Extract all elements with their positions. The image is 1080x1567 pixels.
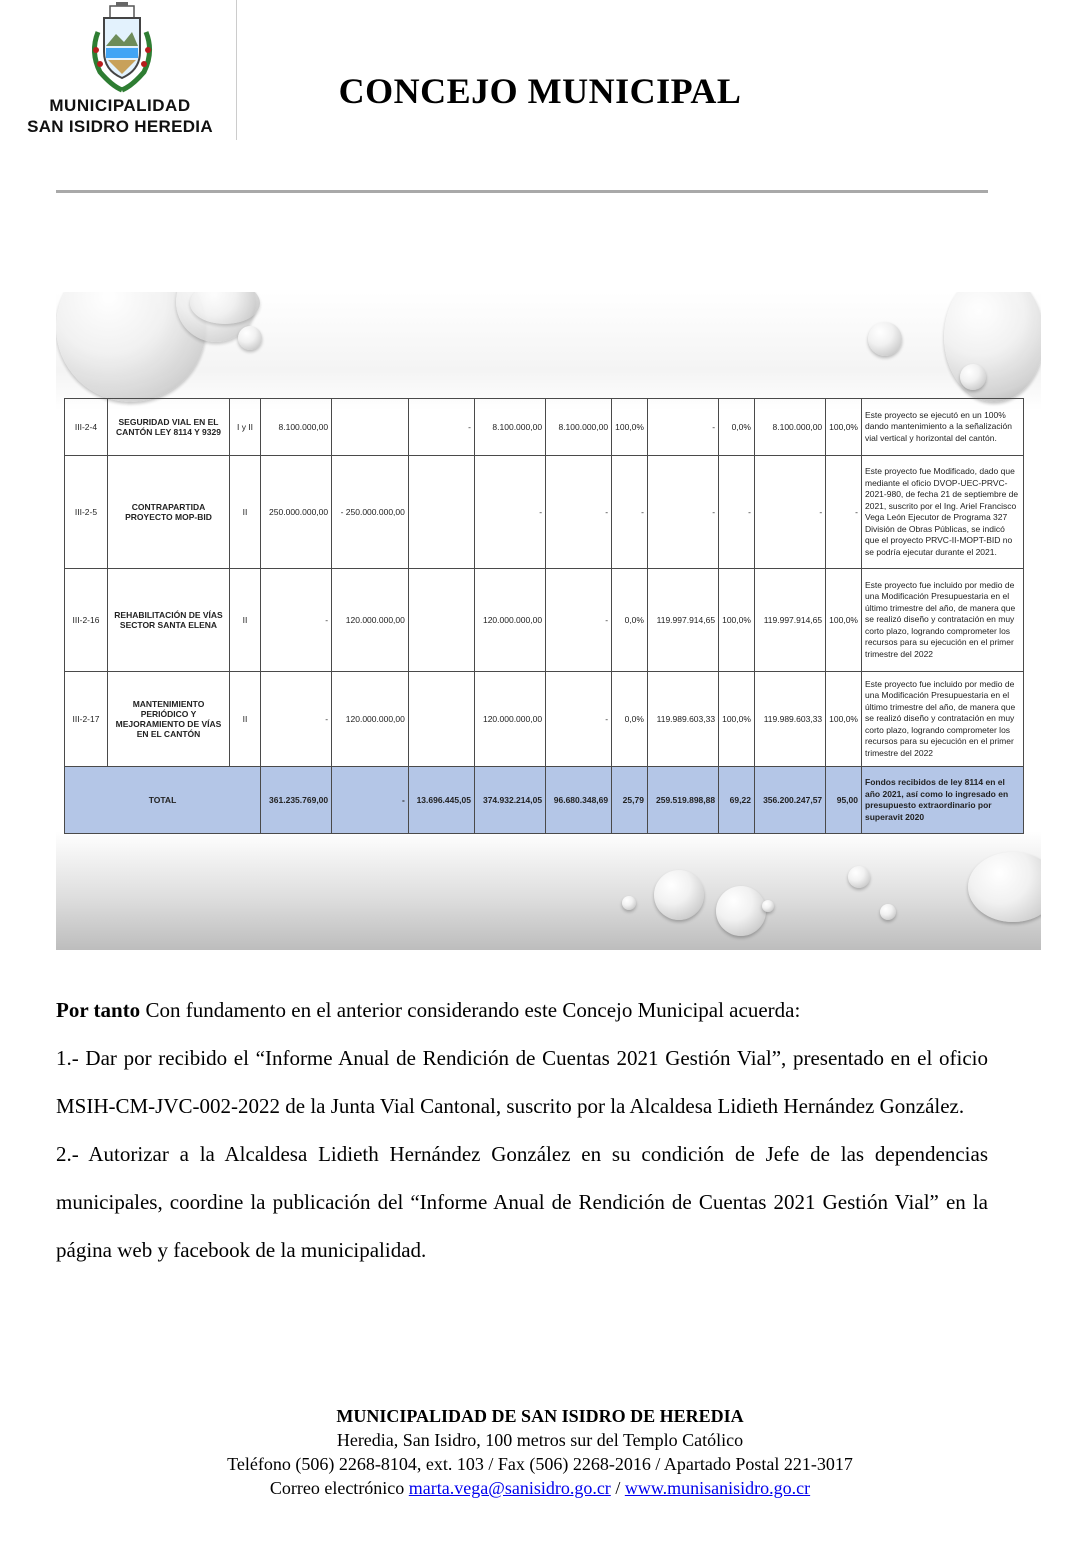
cell-total-modification: - [332,767,409,834]
cell-row-code: III-2-4 [65,399,108,456]
cell-committed-pct: 100,0% [719,672,755,767]
footer-phone: Teléfono (506) 2268-8104, ext. 103 / Fax (506) 2268-2016 / Apartado Postal 221-3017 [227,1454,853,1474]
cell-row-type: II [230,672,261,767]
logo-name-line2: SAN ISIDRO HEREDIA [27,117,213,136]
table-row [65,456,1024,569]
water-drop-decoration [654,870,704,920]
embedded-slide [56,292,1041,950]
cell-total-liquidation: 13.696.445,05 [408,767,474,834]
footer-address: Heredia, San Isidro, 100 metros sur del Templo Católico [336,1430,744,1450]
intro-text: Con fundamento en el anterior considerando este Concejo Municipal acuerda: [140,998,801,1022]
logo-name-line1: MUNICIPALIDAD [49,96,191,115]
cell-executed-pct: 0,0% [612,569,648,672]
water-drop-decoration [868,322,902,356]
cell-executed-pct: 0,0% [612,672,648,767]
cell-total-pct: 100,0% [826,569,862,672]
cell-row-type: II [230,456,261,569]
cell-initial-budget: 8.100.000,00 [261,399,332,456]
cell-total-pct: 100,0% [826,399,862,456]
cell-row-name: SEGURIDAD VIAL EN EL CANTÓN LEY 8114 Y 9329 [108,399,230,456]
cell-modification [332,399,409,456]
footer-separator: / [610,1478,625,1498]
table-row [65,569,1024,672]
water-drop-decoration [880,904,896,920]
cell-total-final-budget: 374.932.214,05 [474,767,545,834]
cell-total-label: TOTAL [65,767,261,834]
cell-executed-pct: - [612,456,648,569]
cell-row-type: I y II [230,399,261,456]
water-drop-decoration [238,326,262,350]
cell-total-initial-budget: 361.235.769,00 [261,767,332,834]
cell-row-name: MANTENIMIENTO PERIÓDICO Y MEJORAMIENTO DE VÍAS EN EL CANTÓN [108,672,230,767]
por-tanto-label: Por tanto [56,998,141,1022]
water-drop-decoration [716,886,766,936]
agreement-item-1: 1.- Dar por recibido el “Informe Anual de Rendición de Cuentas 2021 Gestión Vial”, presentado en el oficio MSIH-CM-JVC-002-2022 de la Junta Vial Cantonal, suscrito por la Alcaldesa Lidieth Hernández González. [56,1046,988,1118]
cell-final-budget: - [474,456,545,569]
cell-final-budget: 8.100.000,00 [474,399,545,456]
cell-total-executed: - [754,456,825,569]
cell-modification: - 250.000.000,00 [332,456,409,569]
cell-total-observation: Fondos recibidos de ley 8114 en el año 2021, así como lo ingresado en presupuesto extraordinario por superavit 2020 [862,767,1024,834]
cell-total-executed: 96.680.348,69 [546,767,612,834]
cell-total-total-executed: 356.200.247,57 [754,767,825,834]
agreement-item-2: 2.- Autorizar a la Alcaldesa Lidieth Hernández González en su condición de Jefe de las dependencias municipales, coordine la publicación del “Informe Anual de Rendición de Cuentas 2021 Gestión Vial” en la página web y facebook de la municipalidad. [56,1142,988,1262]
cell-executed-pct: 100,0% [612,399,648,456]
cell-total-executed: 119.997.914,65 [754,569,825,672]
cell-liquidation [408,569,474,672]
water-drop-decoration [622,896,636,910]
table-row [65,672,1024,767]
water-drop-decoration [968,852,1041,922]
cell-row-name: CONTRAPARTIDA PROYECTO MOP-BID [108,456,230,569]
cell-observation: Este proyecto fue incluido por medio de una Modificación Presupuestaria en el último trimestre del año, de manera que se realizó diseño y contratación en muy corto plazo, logrando comprometer los recursos para su ejecución en el primer trimestre del 2022 [862,672,1024,767]
cell-total-total-pct: 95,00 [826,767,862,834]
cell-initial-budget: - [261,569,332,672]
municipal-logo [4,0,237,140]
intro-paragraph [56,986,988,1034]
cell-row-code: III-2-5 [65,456,108,569]
cell-modification: 120.000.000,00 [332,672,409,767]
water-drop-decoration [944,292,1041,402]
cell-liquidation [408,456,474,569]
cell-modification: 120.000.000,00 [332,569,409,672]
cell-committed: 119.997.914,65 [647,569,718,672]
cell-observation: Este proyecto fue Modificado, dado que mediante el oficio DVOP-UEC-PRVC-2021-980, de fecha 21 de septiembre de 2021, suscrito por el Ing. Ariel Francisco Vega León Ejecutor de Programa 327 División de Obras Públicas, se indicó que el proyecto PRVC-II-MOPT-BID no se podría ejecutar durante el 2021. [862,456,1024,569]
cell-committed-pct: 100,0% [719,569,755,672]
cell-total-pct: 100,0% [826,672,862,767]
water-drop-decoration [848,866,870,888]
cell-total-executed-pct: 25,79 [612,767,648,834]
page-footer [0,1404,1080,1500]
cell-committed-pct: - [719,456,755,569]
footer-web-link[interactable]: www.munisanisidro.go.cr [624,1478,811,1498]
cell-final-budget: 120.000.000,00 [474,672,545,767]
header-divider [56,190,988,193]
footer-contact [0,1476,1080,1500]
table-total-row [65,767,1024,834]
budget-execution-table [64,398,1024,834]
cell-row-code: III-2-16 [65,569,108,672]
footer-institution-name: MUNICIPALIDAD DE SAN ISIDRO DE HEREDIA [336,1406,744,1426]
footer-email-label: Correo electrónico [269,1478,409,1498]
cell-total-executed: 8.100.000,00 [754,399,825,456]
cell-committed-pct: 0,0% [719,399,755,456]
cell-initial-budget: 250.000.000,00 [261,456,332,569]
cell-liquidation [408,672,474,767]
cell-committed: - [647,399,718,456]
footer-email-link[interactable]: marta.vega@sanisidro.go.cr [408,1478,611,1498]
cell-executed: - [546,569,612,672]
cell-total-committed: 259.519.898,88 [647,767,718,834]
cell-total-executed: 119.989.603,33 [754,672,825,767]
cell-observation: Este proyecto fue incluido por medio de una Modificación Presupuestaria en el último trimestre del año, de manera que se realizó diseño y contratación en muy corto plazo, logrando comprometer los recursos para su ejecución en el primer trimestre del 2022 [862,569,1024,672]
water-drop-decoration [762,900,774,912]
cell-liquidation: - [408,399,474,456]
water-drop-decoration [960,364,986,390]
page-title: CONCEJO MUNICIPAL [338,71,742,111]
cell-executed: - [546,672,612,767]
cell-total-pct: - [826,456,862,569]
cell-committed: 119.989.603,33 [647,672,718,767]
cell-total-committed-pct: 69,22 [719,767,755,834]
cell-row-type: II [230,569,261,672]
cell-executed: 8.100.000,00 [546,399,612,456]
cell-row-code: III-2-17 [65,672,108,767]
cell-initial-budget: - [261,672,332,767]
cell-final-budget: 120.000.000,00 [474,569,545,672]
table-row [65,399,1024,456]
cell-committed: - [647,456,718,569]
cell-row-name: REHABILITACIÓN DE VÍAS SECTOR SANTA ELENA [108,569,230,672]
resolution-text [56,986,988,1274]
cell-executed: - [546,456,612,569]
coat-of-arms-icon [86,2,158,94]
cell-observation: Este proyecto se ejecutó en un 100% dando mantenimiento a la señalización vial vertical y horizontal del cantón. [862,399,1024,456]
